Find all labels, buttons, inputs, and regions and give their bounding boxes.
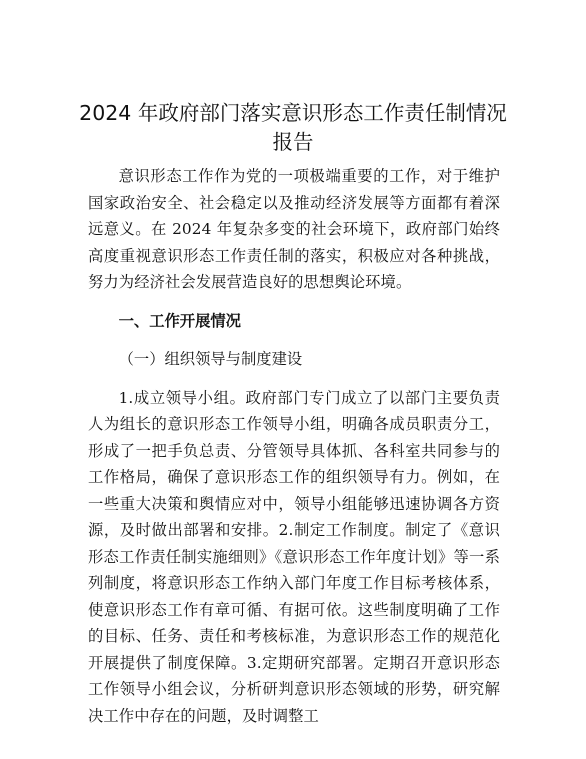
document-title-line2: 报告 — [272, 130, 314, 154]
subsection-heading-organization: （一）组织领导与制度建设 — [118, 350, 303, 368]
body-paragraph: 1.成立领导小组。政府部门专门成立了以部门主要负责人为组长的意识形态工作领导小组，明确各成员职责分工，形成了一把手负总责、分管领导具体抓、各科室共同参与的工作格局，确保了意识形态工作的组织领导有力。例如，在一些重大决策和舆情应对中，领导小组能够迅速协调各方资源，及时做出部署和安排。2.制定工作制度。制定了《意识形态工作责任制实施细则》《意识形态工作年度计划》等一系列制度，将意识形态工作纳入部门年度工作目标考核体系，使意识形态工作有章可循、有据可依。这些制度明确了工作的目标、任务、责任和考核标准，为意识形态工作的规范化开展提供了制度保障。3.定期研究部署。定期召开意识形态工作领导小组会议，分析研判意识形态领域的形势，研究解决工作中存在的问题，及时调整工 — [88, 388, 500, 725]
document-body — [88, 163, 500, 729]
intro-paragraph: 意识形态工作作为党的一项极端重要的工作，对于维护国家政治安全、社会稳定以及推动经济发展等方面都有着深远意义。在 2024 年复杂多变的社会环境下，政府部门始终高度重视意识形态工作责任制的落实，积极应对各种挑战，努力为经济社会发展营造良好的思想舆论环境。 — [88, 167, 500, 291]
document-title — [40, 99, 546, 157]
section-heading-work-progress: 一、工作开展情况 — [118, 311, 241, 330]
document-title-line1: 2024 年政府部门落实意识形态工作责任制情况 — [79, 101, 507, 125]
